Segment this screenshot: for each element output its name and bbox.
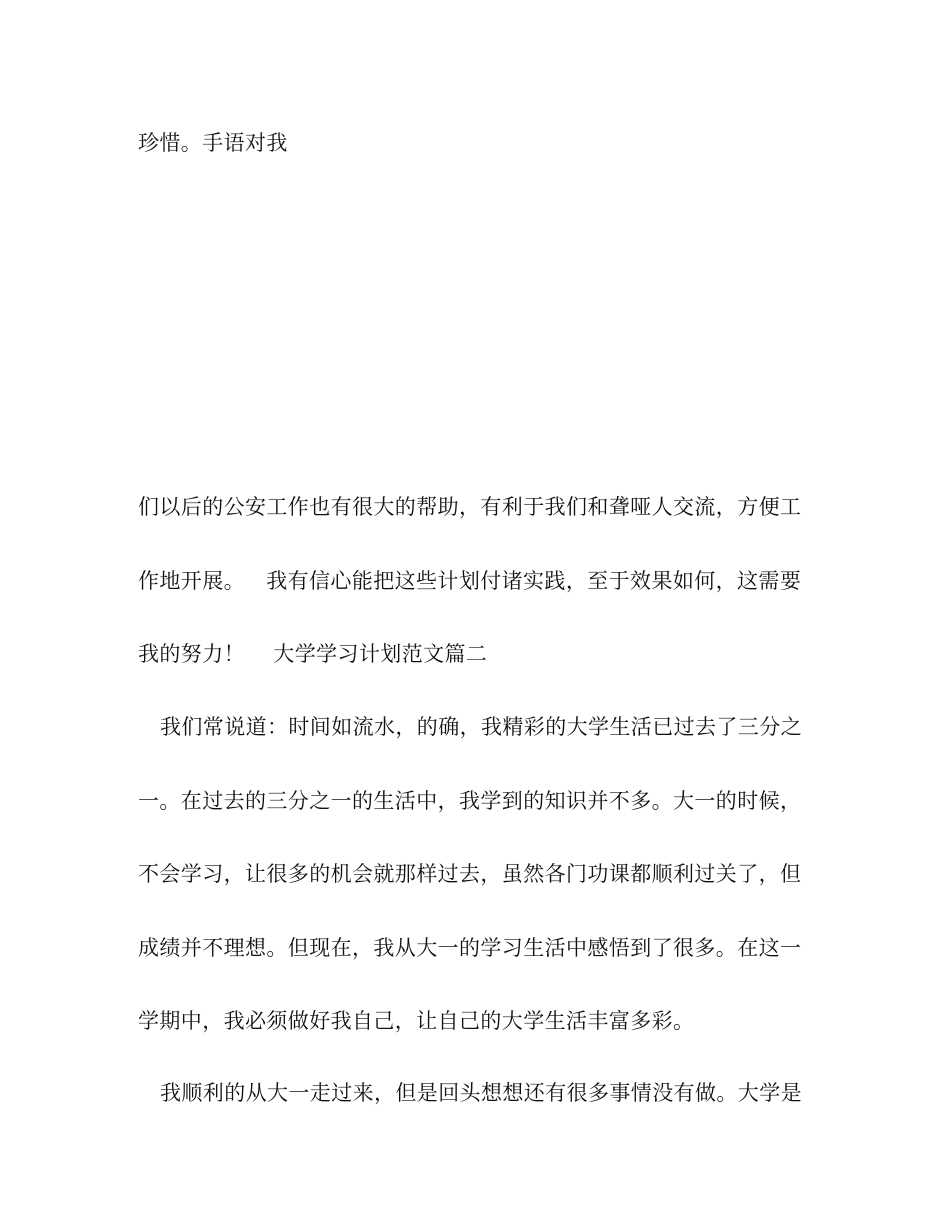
text-line: 不会学习，让很多的机会就那样过去，虽然各门功课都顺利过关了，但 [138,862,802,886]
text-line: 作地开展。 我有信心能把这些计划付诸实践，至于效果如何，这需要 [138,569,802,593]
text-line: 学期中，我必须做好我自己，让自己的大学生活丰富多彩。 [138,1009,695,1033]
text-line: 们以后的公安工作也有很大的帮助，有利于我们和聋哑人交流，方便工 [138,495,802,519]
text-line: 我顺利的从大一走过来，但是回头想想还有很多事情没有做。大学是 [160,1081,802,1105]
text-line: 珍惜。手语对我 [138,131,288,155]
text-line: 一。在过去的三分之一的生活中，我学到的知识并不多。大一的时候， [138,789,802,813]
text-line: 我的努力！ 大学学习计划范文篇二 [138,642,488,666]
text-line: 成绩并不理想。但现在，我从大一的学习生活中感悟到了很多。在这一 [138,936,802,960]
text-line: 我们常说道：时间如流水，的确，我精彩的大学生活已过去了三分之 [160,715,802,739]
